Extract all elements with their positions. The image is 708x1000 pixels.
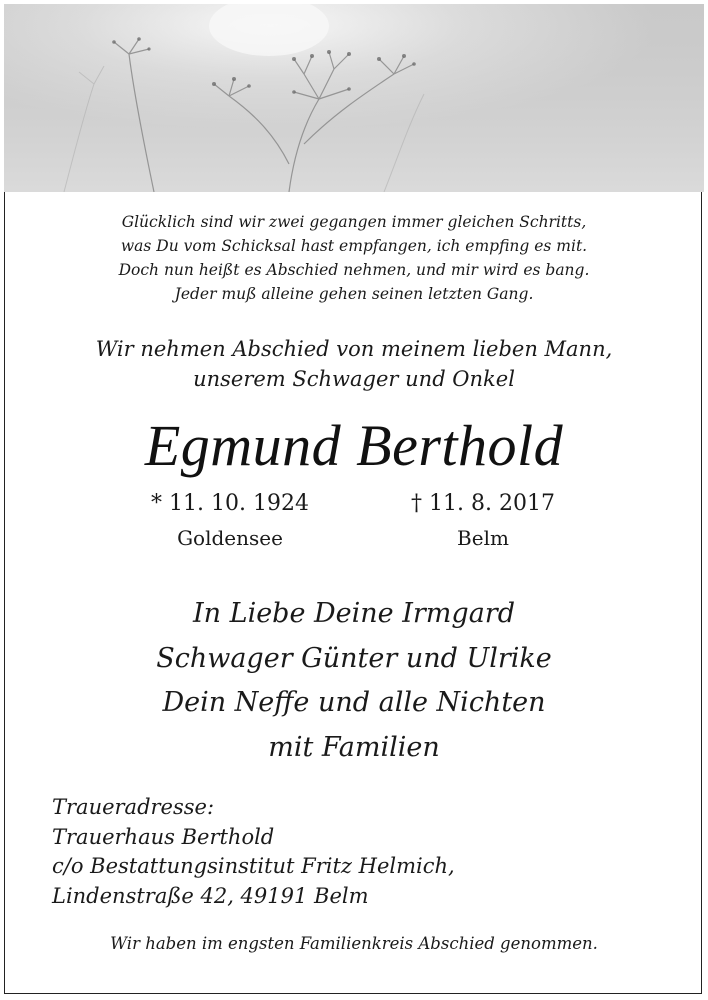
poem-line: was Du vom Schicksal hast empfangen, ich empfing es mit.	[120, 237, 588, 255]
mourner-line: Schwager Günter und Ulrike	[156, 642, 552, 674]
closing-note: Wir haben im engsten Familienkreis Abschied genommen.	[110, 934, 598, 953]
poem-line: Jeder muß alleine gehen seinen letzten Gang.	[174, 285, 534, 303]
birth-place: Goldensee	[177, 526, 283, 550]
birth-date: * 11. 10. 1924	[151, 491, 309, 516]
mourner-line: In Liebe Deine Irmgard	[193, 598, 515, 629]
death-date: † 11. 8. 2017	[411, 491, 555, 516]
address-line: Trauerhaus Berthold	[52, 824, 275, 849]
mourners	[0, 592, 708, 770]
death-place: Belm	[457, 526, 509, 550]
address-line: c/o Bestattungsinstitut Fritz Helmich,	[52, 854, 455, 878]
grass-photo-image	[4, 4, 704, 192]
poem	[0, 210, 708, 306]
header-photo	[4, 4, 704, 192]
poem-line: Glücklich sind wir zwei gegangen immer gleichen Schritts,	[121, 213, 587, 231]
intro-line: unserem Schwager und Onkel	[193, 367, 515, 391]
intro-text	[0, 334, 708, 394]
intro-line: Wir nehmen Abschied von meinem lieben Mann,	[95, 337, 613, 361]
deceased-name: Egmund Berthold	[144, 413, 564, 478]
address-line: Lindenstraße 42, 49191 Belm	[52, 883, 369, 908]
mourner-line: mit Familien	[268, 731, 440, 763]
address-line: Traueradresse:	[52, 795, 215, 819]
poem-line: Doch nun heißt es Abschied nehmen, und mir wird es bang.	[118, 261, 590, 279]
mourning-address	[52, 793, 455, 911]
mourner-line: Dein Neffe und alle Nichten	[162, 687, 546, 718]
